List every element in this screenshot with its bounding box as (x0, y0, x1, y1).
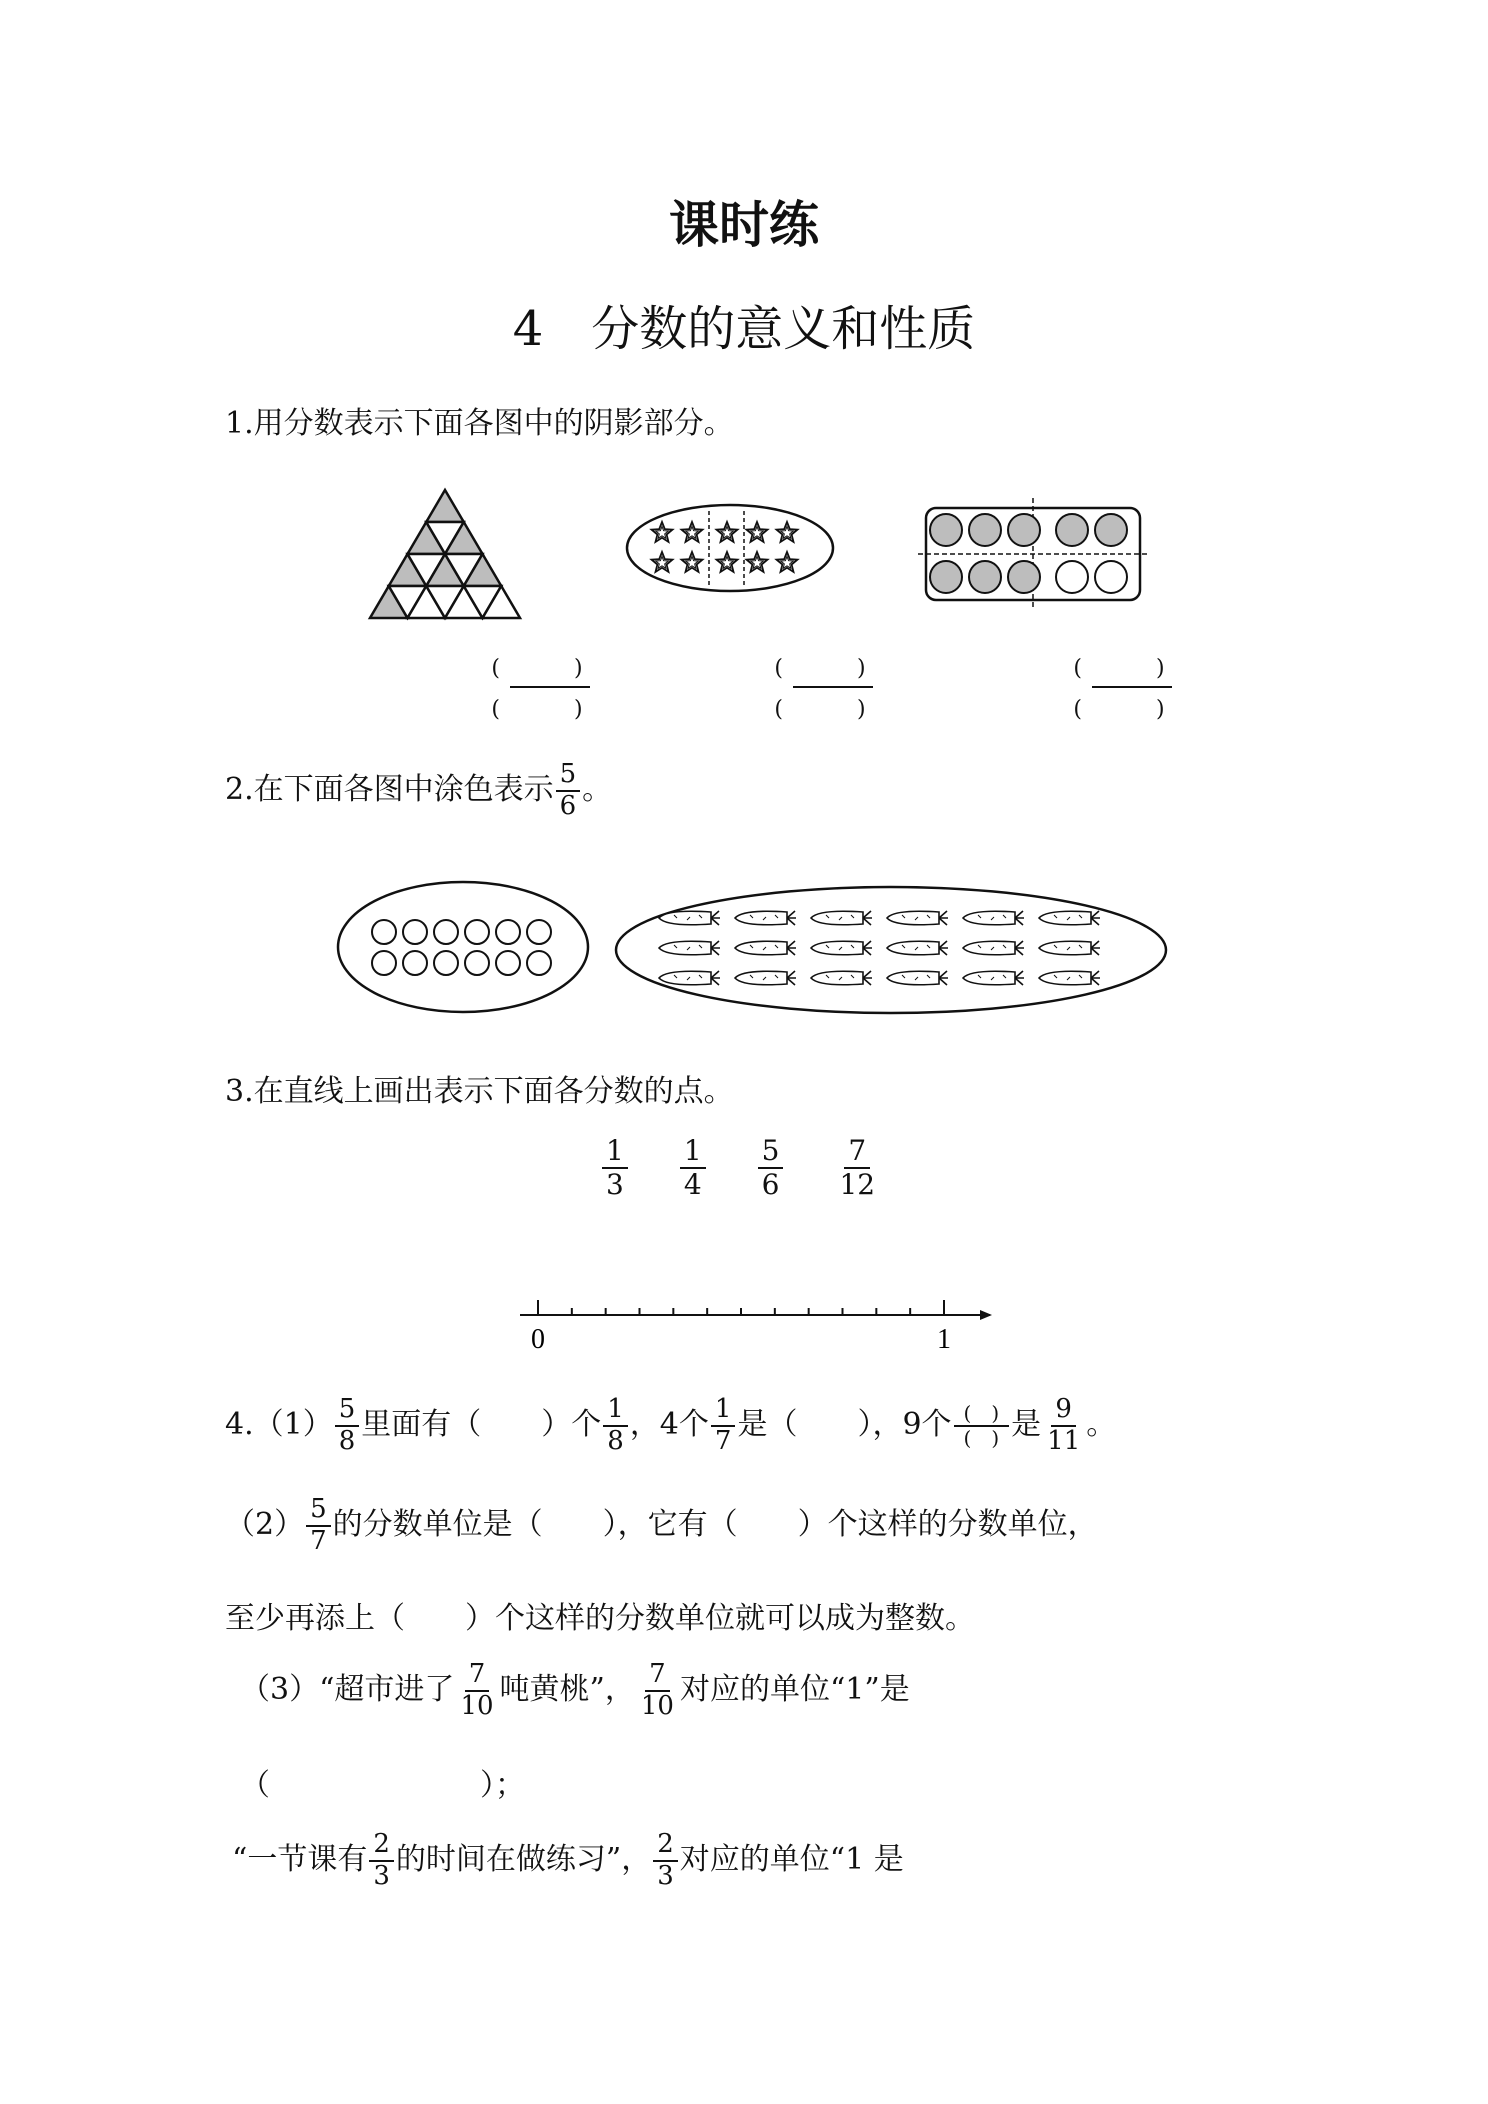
carrot-icon[interactable] (659, 941, 720, 955)
q4-part3-text: “一节课有 (232, 1841, 368, 1877)
q3-fraction: $\frac{1}{4}$ (680, 1135, 706, 1201)
circle-icon[interactable] (496, 920, 520, 944)
q3-fraction: $\frac{7}{12}$ (839, 1134, 876, 1202)
circle-icon[interactable] (496, 951, 520, 975)
q4-part1-blank-fraction[interactable]: $\frac{( )}{( )}$ (954, 1402, 1010, 1450)
q4-part3-fraction: $\frac{2}{3}$ (653, 1830, 678, 1892)
circle-icon (1095, 514, 1127, 546)
q4-part2-text[interactable]: 的分数单位是（ ），它有（ ）个这样的分数单位， (332, 1506, 1098, 1542)
circle-icon[interactable] (465, 920, 489, 944)
q4-part3-answer-blank[interactable]: （ ）； (240, 1768, 525, 1803)
q1-prompt: 1.用分数表示下面各图中的阴影部分。 (225, 406, 734, 441)
q4-part3-lead: （3）“超市进了 (240, 1671, 455, 1707)
circle-icon (930, 561, 962, 593)
q4-part1-text[interactable]: 里面有（ ）个 (361, 1406, 602, 1442)
carrot-icon[interactable] (735, 941, 796, 955)
q2-circle-oval-figure[interactable] (336, 880, 590, 1014)
q1-answer-blank-2[interactable]: ( ) ( ) (774, 656, 892, 722)
q2-carrot-oval-figure[interactable] (614, 885, 1168, 1015)
circle-icon (969, 561, 1001, 593)
circle-icon[interactable] (527, 920, 551, 944)
q3-fraction-list (600, 1135, 881, 1201)
circle-icon (1056, 561, 1088, 593)
q4-part1-fraction: $\frac{5}{8}$ (335, 1395, 360, 1457)
q2-prompt (225, 760, 612, 822)
q4-part3-fraction: $\frac{7}{10}$ (460, 1659, 494, 1721)
q4-part1-lead: 4.（1） (225, 1406, 333, 1442)
carrot-icon[interactable] (811, 911, 872, 925)
q1-circle-rect-figure (918, 498, 1148, 610)
q3-fraction: $\frac{1}{3}$ (602, 1135, 628, 1201)
circle-icon[interactable] (372, 951, 396, 975)
carrot-icon[interactable] (659, 971, 720, 985)
q4-part3-fraction: $\frac{7}{10}$ (640, 1659, 674, 1721)
carrot-icon[interactable] (735, 971, 796, 985)
circle-icon[interactable] (403, 951, 427, 975)
carrot-icon[interactable] (1039, 941, 1100, 955)
q4-part3-text: 吨黄桃”， (499, 1671, 635, 1707)
q2-prompt-fraction: $\frac{5}{6}$ (556, 760, 581, 822)
carrot-icon[interactable] (963, 971, 1024, 985)
q4-part1 (225, 1395, 1116, 1457)
q4-part1-text[interactable]: 是（ ），9个 (737, 1406, 952, 1442)
circle-icon (969, 514, 1001, 546)
q3-fraction: $\frac{5}{6}$ (758, 1135, 784, 1201)
circle-icon (1008, 561, 1040, 593)
section-subtitle: 4 分数的意义和性质 (512, 301, 976, 357)
q4-part2-line2[interactable]: 至少再添上（ ）个这样的分数单位就可以成为整数。 (225, 1601, 975, 1636)
q4-part3 (240, 1660, 910, 1722)
q1-answer-blank-1[interactable]: ( ) ( ) (491, 656, 609, 722)
q1-star-oval-figure (625, 503, 835, 593)
carrot-icon[interactable] (887, 971, 948, 985)
carrot-icon[interactable] (735, 911, 796, 925)
circle-icon[interactable] (434, 951, 458, 975)
carrot-icon[interactable] (811, 971, 872, 985)
circle-icon (1095, 561, 1127, 593)
carrot-icon[interactable] (1039, 971, 1100, 985)
circle-icon (1056, 514, 1088, 546)
q4-part2 (225, 1495, 1098, 1557)
q4-part1-end: 。 (1086, 1406, 1117, 1442)
q4-part2-fraction: $\frac{5}{7}$ (306, 1495, 331, 1557)
q1-answer-blank-3[interactable]: ( ) ( ) (1073, 656, 1191, 722)
carrot-icon[interactable] (963, 911, 1024, 925)
circle-icon[interactable] (465, 951, 489, 975)
q4-part3-line3 (232, 1830, 904, 1892)
number-line-zero-label: 0 (531, 1324, 545, 1355)
q4-part1-fraction: $\frac{1}{7}$ (711, 1395, 736, 1457)
q4-part2-lead: （2） (225, 1506, 305, 1542)
q4-part1-text: 是 (1011, 1406, 1042, 1442)
carrot-icon[interactable] (1039, 911, 1100, 925)
q4-part3-fraction: $\frac{2}{3}$ (369, 1830, 394, 1892)
carrot-icon[interactable] (659, 911, 720, 925)
circle-icon[interactable] (403, 920, 427, 944)
circle-icon (930, 514, 962, 546)
q1-triangle-figure (370, 488, 520, 623)
carrot-icon[interactable] (963, 941, 1024, 955)
carrot-icon[interactable] (887, 911, 948, 925)
circle-icon (1008, 514, 1040, 546)
q4-part3-text: 对应的单位“1 是 (679, 1841, 904, 1877)
q2-prompt-text: 2.在下面各图中涂色表示 (225, 771, 554, 807)
q4-part3-text: 的时间在做练习”， (395, 1841, 652, 1877)
circle-icon[interactable] (434, 920, 458, 944)
q4-part1-fraction: $\frac{9}{11}$ (1047, 1394, 1081, 1456)
q4-part1-text: ，4个 (629, 1406, 709, 1442)
page-title: 课时练 (669, 195, 819, 254)
carrot-icon[interactable] (811, 941, 872, 955)
q4-part1-fraction: $\frac{1}{8}$ (603, 1395, 628, 1457)
carrot-icon[interactable] (887, 941, 948, 955)
circle-icon[interactable] (372, 920, 396, 944)
q3-number-line[interactable] (520, 1290, 1000, 1355)
q2-prompt-end: 。 (582, 771, 613, 807)
q3-prompt: 3.在直线上画出表示下面各分数的点。 (225, 1074, 734, 1109)
number-line-one-label: 1 (937, 1324, 951, 1355)
circle-icon[interactable] (527, 951, 551, 975)
q4-part3-text: 对应的单位“1”是 (679, 1671, 910, 1707)
